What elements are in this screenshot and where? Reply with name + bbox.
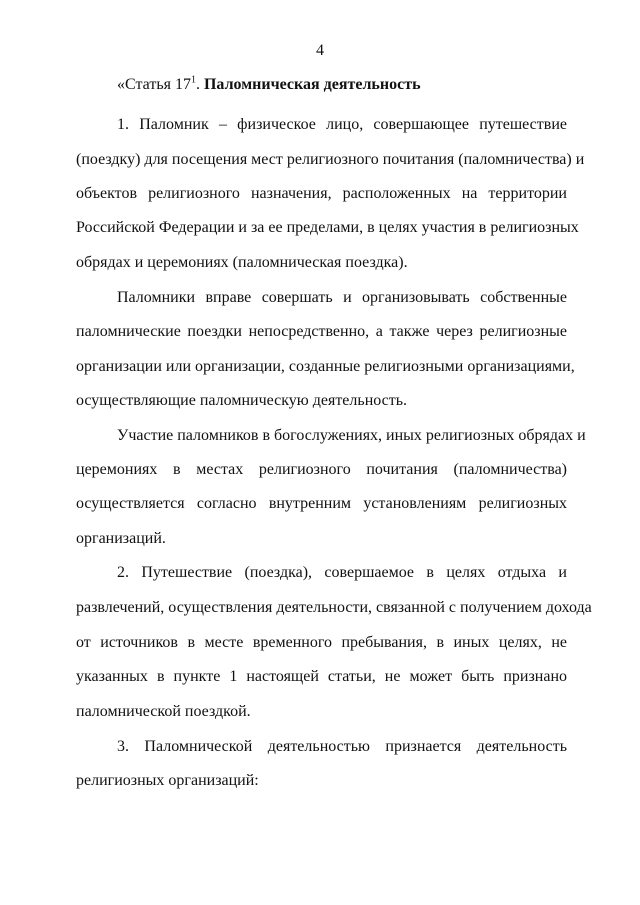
text-line: осуществляется согласно внутренним установлениям религиозных	[76, 495, 567, 512]
text-line: Паломники вправе совершать и организовывать собственные	[117, 289, 567, 306]
page-number: 4	[316, 42, 324, 59]
article-number: «Статья 17	[117, 76, 191, 93]
text-line: паломнической поездкой.	[76, 703, 251, 720]
text-line: обрядах и церемониях (паломническая поездка).	[76, 254, 408, 271]
text-line: Российской Федерации и за ее пределами, в целях участия в религиозных	[76, 219, 579, 236]
text-line: религиозных организаций:	[76, 772, 259, 789]
article-heading	[117, 76, 421, 94]
text-line: организации или организации, созданные религиозными организациями,	[76, 358, 575, 375]
text-line: объектов религиозного назначения, расположенных на территории	[76, 185, 567, 202]
article-title: Паломническая деятельность	[203, 76, 421, 93]
text-line: указанных в пункте 1 настоящей статьи, не может быть признано	[76, 668, 567, 685]
article-number-superscript: 1	[190, 74, 196, 86]
text-line: 2. Путешествие (поездка), совершаемое в целях отдыха и	[117, 564, 567, 581]
text-line: Участие паломников в богослужениях, иных религиозных обрядах и	[117, 427, 586, 444]
text-line: организаций.	[76, 530, 166, 547]
text-line: 1. Паломник – физическое лицо, совершающее путешествие	[117, 116, 567, 133]
text-line: от источников в месте временного пребывания, в иных целях, не	[76, 634, 567, 651]
text-line: паломнические поездки непосредственно, а также через религиозные	[76, 323, 567, 340]
text-line: (поездку) для посещения мест религиозного почитания (паломничества) и	[76, 151, 585, 168]
text-line: развлечений, осуществления деятельности, связанной с получением дохода	[76, 599, 592, 616]
article-dot: .	[195, 76, 204, 93]
text-line: церемониях в местах религиозного почитания (паломничества)	[76, 461, 567, 478]
text-line: 3. Паломнической деятельностью признается деятельность	[117, 738, 567, 755]
text-line: осуществляющие паломническую деятельность.	[76, 392, 408, 409]
